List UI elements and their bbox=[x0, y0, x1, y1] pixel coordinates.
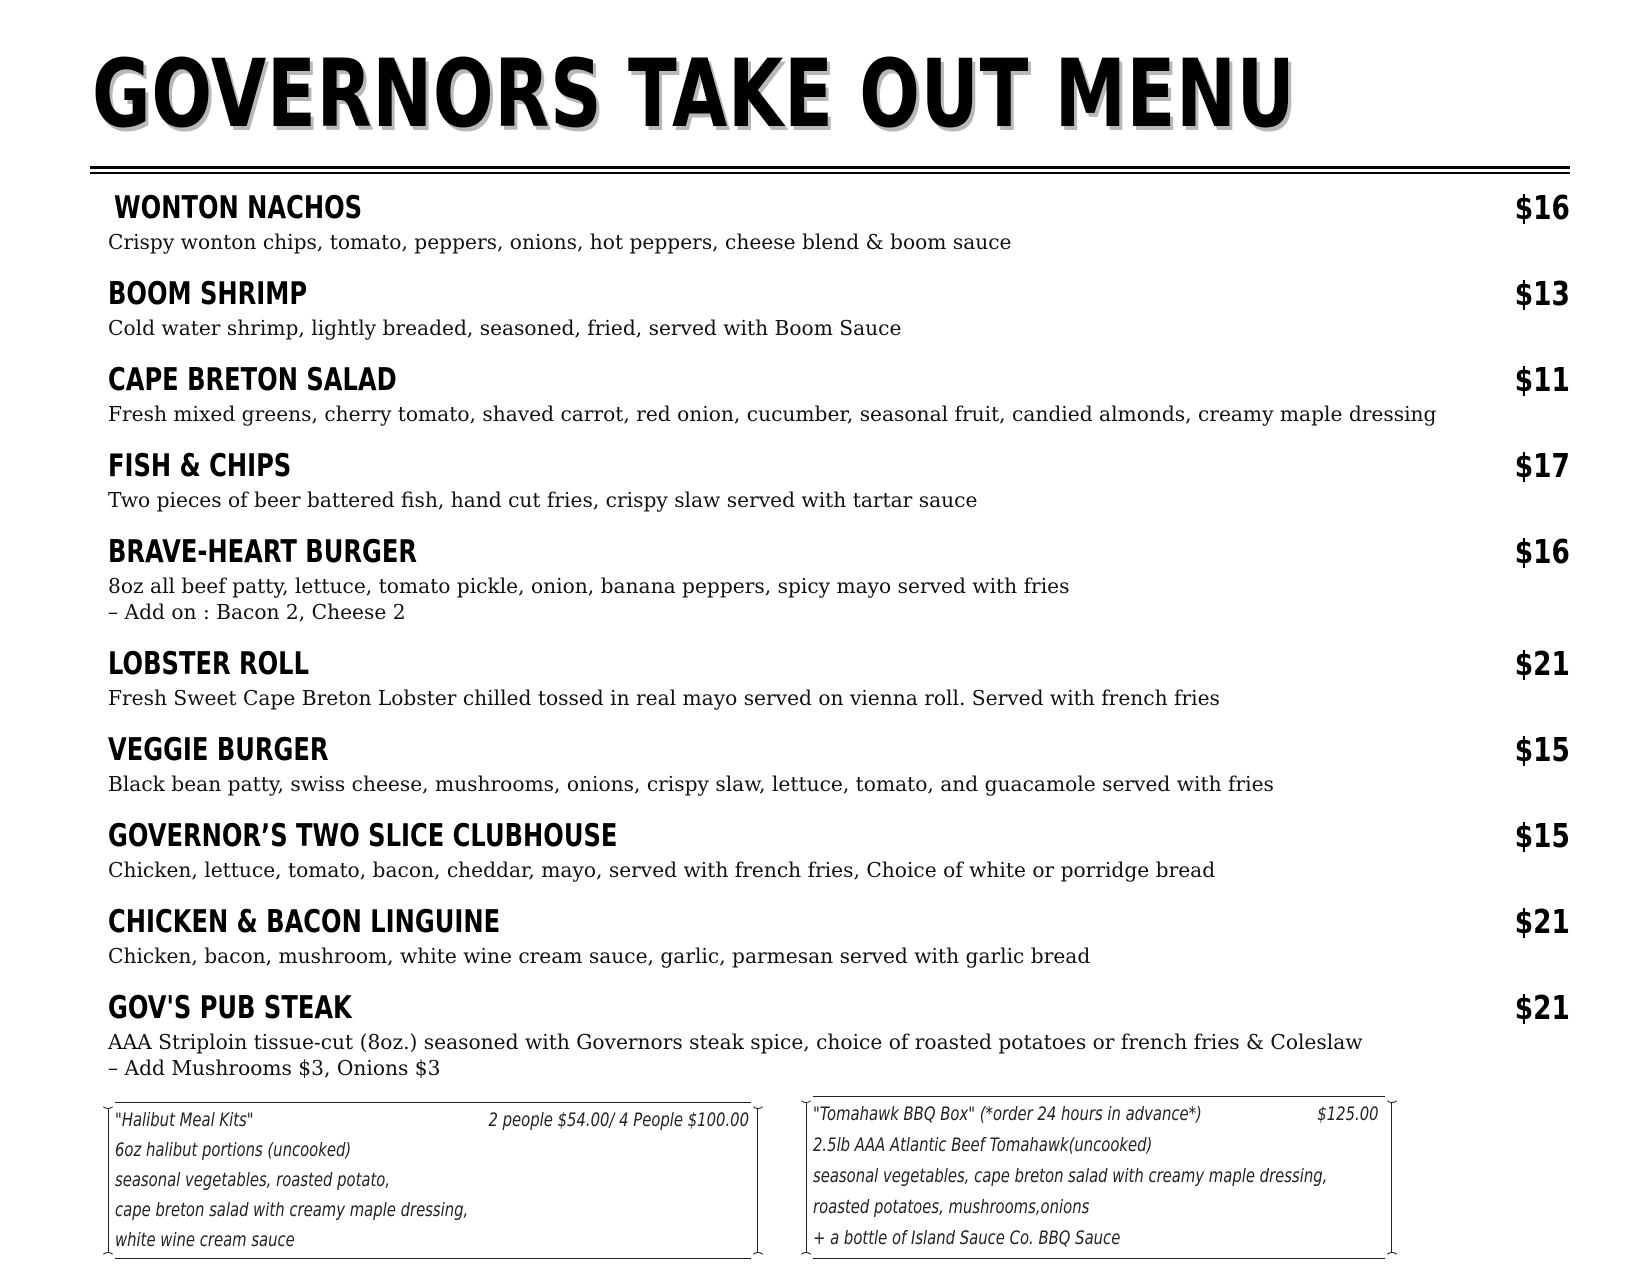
item-description-line: Crispy wonton chips, tomato, peppers, onions, hot peppers, cheese blend & boom sauce bbox=[108, 230, 1012, 254]
tomahawk-box-line: seasonal vegetables, cape breton salad with creamy maple dressing, bbox=[813, 1165, 1328, 1187]
item-description-line: Chicken, lettuce, tomato, bacon, cheddar, mayo, served with french fries, Choice of white or porridge bread bbox=[108, 858, 1216, 882]
item-description-line: Two pieces of beer battered fish, hand cut fries, crispy slaw served with tartar sauce bbox=[108, 488, 978, 512]
item-name: LOBSTER ROLL bbox=[108, 646, 309, 682]
item-description bbox=[108, 685, 1220, 711]
item-price: $21 bbox=[1514, 644, 1570, 683]
item-description-line: Black bean patty, swiss cheese, mushrooms, onions, crispy slaw, lettuce, tomato, and guacamole served with fries bbox=[108, 772, 1274, 796]
tomahawk-box-price: $125.00 bbox=[1317, 1103, 1379, 1125]
item-description-line: 8oz all beef patty, lettuce, tomato pickle, onion, banana peppers, spicy mayo served with fries bbox=[108, 574, 1070, 598]
tomahawk-box-line: roasted potatoes, mushrooms,onions bbox=[813, 1196, 1090, 1218]
item-description bbox=[108, 573, 1069, 625]
item-price: $11 bbox=[1514, 360, 1570, 399]
halibut-box-line: cape breton salad with creamy maple dressing, bbox=[115, 1199, 469, 1221]
halibut-box-line: seasonal vegetables, roasted potato, bbox=[115, 1169, 391, 1191]
item-price: $16 bbox=[1514, 532, 1570, 571]
item-name: VEGGIE BURGER bbox=[108, 732, 329, 768]
title-divider-top bbox=[90, 166, 1570, 169]
item-price: $16 bbox=[1514, 188, 1570, 227]
item-price: $21 bbox=[1514, 902, 1570, 941]
item-description bbox=[108, 771, 1274, 797]
halibut-box-title: "Halibut Meal Kits" bbox=[115, 1109, 254, 1131]
item-description bbox=[108, 857, 1215, 883]
halibut-box-line: white wine cream sauce bbox=[115, 1229, 295, 1251]
item-name: FISH & CHIPS bbox=[108, 448, 292, 484]
item-addon-line: – Add Mushrooms $3, Onions $3 bbox=[108, 1056, 441, 1080]
item-description bbox=[108, 315, 901, 341]
item-description bbox=[108, 487, 977, 513]
item-description bbox=[108, 943, 1090, 969]
halibut-meal-kit-box bbox=[108, 1102, 758, 1259]
item-name: CHICKEN & BACON LINGUINE bbox=[108, 904, 501, 940]
item-description bbox=[108, 401, 1436, 427]
halibut-box-price: 2 people $54.00/ 4 People $100.00 bbox=[488, 1109, 749, 1131]
menu-title: GOVERNORS TAKE OUT MENU bbox=[92, 40, 1296, 149]
tomahawk-box-title: "Tomahawk BBQ Box" (*order 24 hours in advance*) bbox=[813, 1103, 1202, 1125]
item-description-line: Fresh mixed greens, cherry tomato, shaved carrot, red onion, cucumber, seasonal fruit, candied almonds, creamy maple dressing bbox=[108, 402, 1437, 426]
tomahawk-box-line: 2.5lb AAA Atlantic Beef Tomahawk(uncooked) bbox=[813, 1134, 1153, 1156]
tomahawk-box-line: + a bottle of Island Sauce Co. BBQ Sauce bbox=[813, 1227, 1121, 1249]
item-price: $15 bbox=[1514, 730, 1570, 769]
item-description bbox=[108, 229, 1012, 255]
item-description-line: Cold water shrimp, lightly breaded, seasoned, fried, served with Boom Sauce bbox=[108, 316, 902, 340]
item-name: BRAVE-HEART BURGER bbox=[108, 534, 417, 570]
tomahawk-bbq-box bbox=[806, 1096, 1392, 1259]
item-price: $15 bbox=[1514, 816, 1570, 855]
item-price: $17 bbox=[1514, 446, 1570, 485]
halibut-box-line: 6oz halibut portions (uncooked) bbox=[115, 1139, 352, 1161]
item-name: WONTON NACHOS bbox=[114, 190, 363, 226]
item-price: $13 bbox=[1514, 274, 1570, 313]
item-description bbox=[108, 1029, 1363, 1081]
item-description-line: Fresh Sweet Cape Breton Lobster chilled tossed in real mayo served on vienna roll. Served with french fries bbox=[108, 686, 1220, 710]
item-name: CAPE BRETON SALAD bbox=[108, 362, 397, 398]
item-price: $21 bbox=[1514, 988, 1570, 1027]
item-name: BOOM SHRIMP bbox=[108, 276, 308, 312]
item-name: GOV'S PUB STEAK bbox=[108, 990, 352, 1026]
item-name: GOVERNOR’S TWO SLICE CLUBHOUSE bbox=[108, 818, 618, 854]
title-divider-bottom bbox=[90, 172, 1570, 174]
item-description-line: AAA Striploin tissue-cut (8oz.) seasoned with Governors steak spice, choice of roasted potatoes or french fries & Coleslaw bbox=[108, 1030, 1363, 1054]
item-description-line: Chicken, bacon, mushroom, white wine cream sauce, garlic, parmesan served with garlic bread bbox=[108, 944, 1091, 968]
item-addon-line: – Add on : Bacon 2, Cheese 2 bbox=[108, 600, 406, 624]
